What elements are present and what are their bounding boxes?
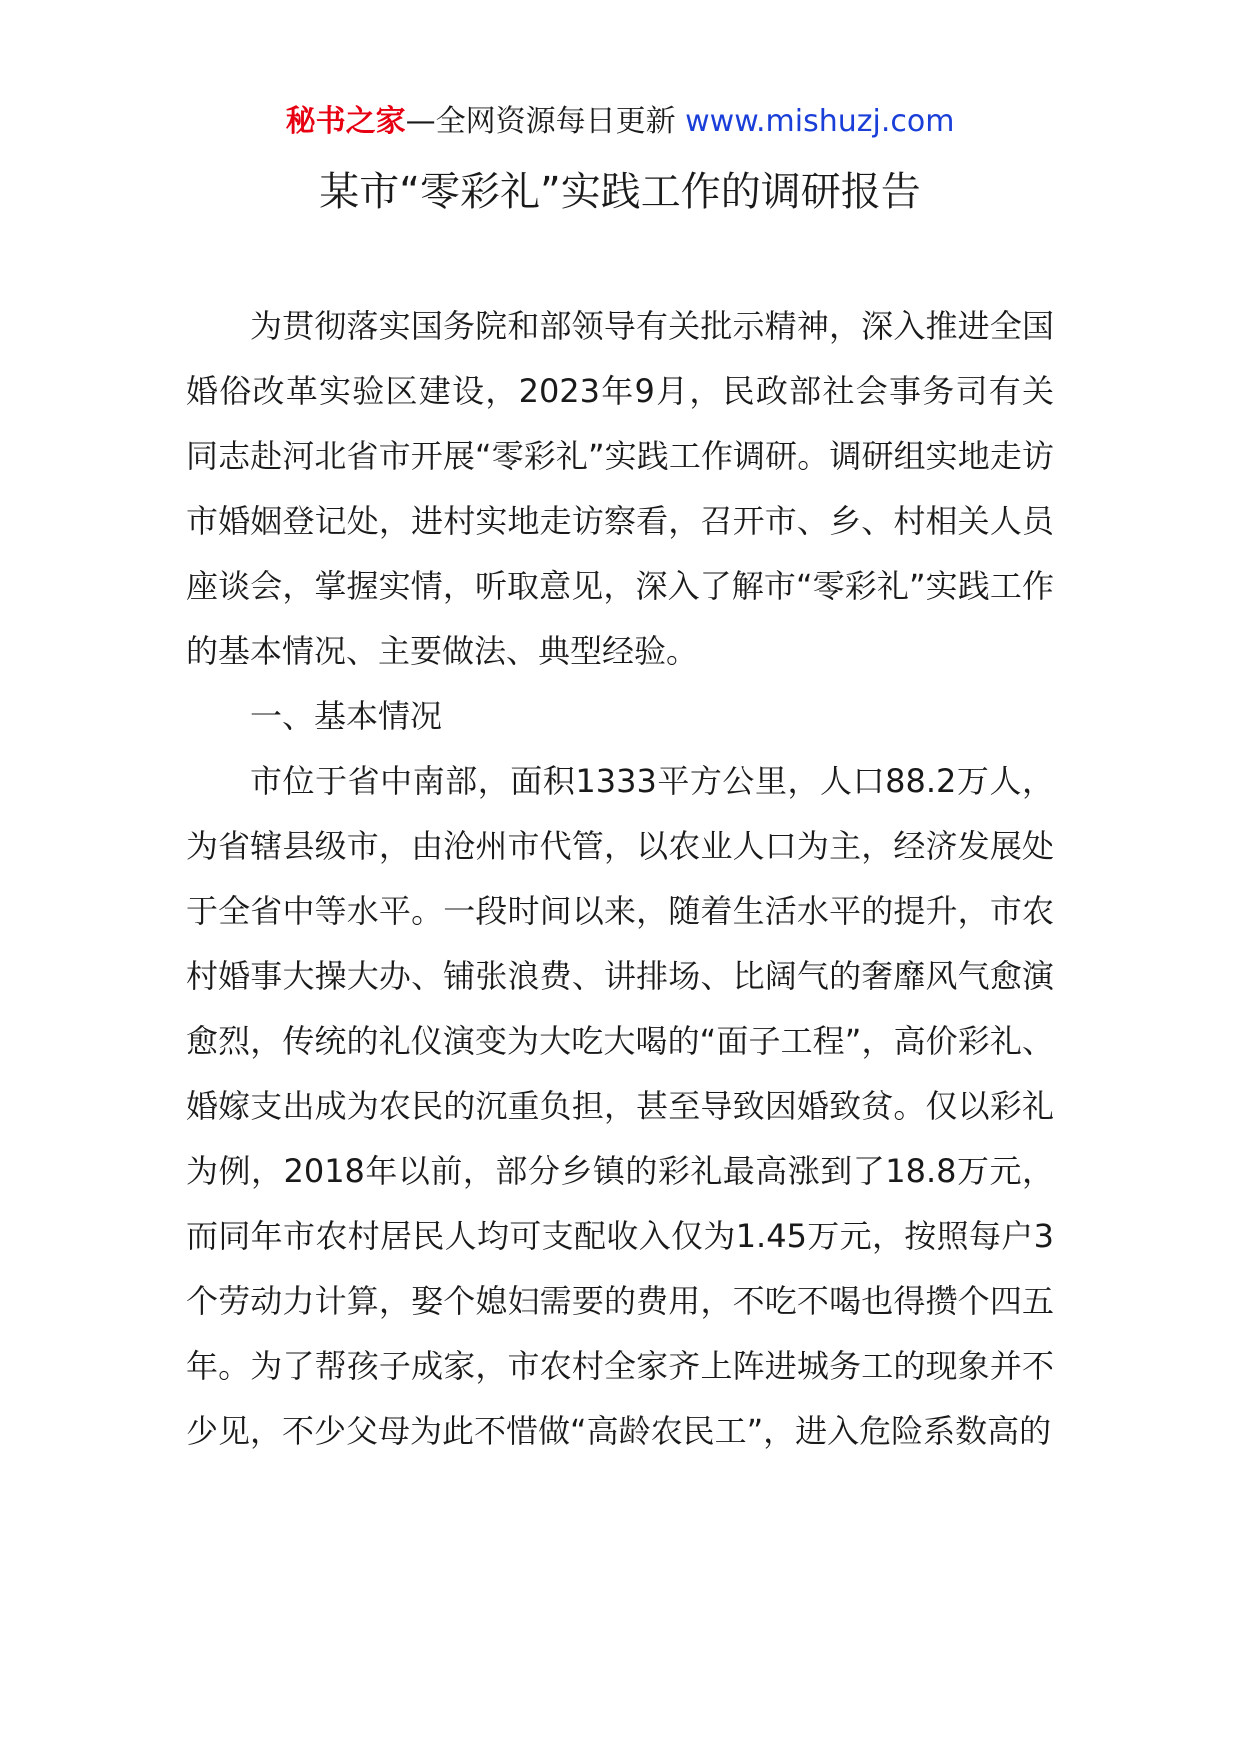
- page-header: [0, 102, 1240, 142]
- document-title: 某市“零彩礼”实践工作的调研报告: [319, 169, 921, 215]
- document-body: [186, 294, 1054, 1464]
- intro-paragraph: 为贯彻落实国务院和部领导有关批示精神，深入推进全国婚俗改革实验区建设，2023年9月，民政部社会事务司有关同志赴河北省市开展“零彩礼”实践工作调研。调研组实地走访市婚姻登记处，进村实地走访察看，召开市、乡、村相关人员座谈会，掌握实情，听取意见，深入了解市“零彩礼”实践工作的基本情况、主要做法、典型经验。: [186, 307, 1054, 670]
- website-link[interactable]: www.mishuzj.com: [685, 104, 955, 139]
- body-paragraph: 市位于省中南部，面积1333平方公里，人口88.2万人，为省辖县级市，由沧州市代管，以农业人口为主，经济发展处于全省中等水平。一段时间以来，随着生活水平的提升，市农村婚事大操大办、铺张浪费、讲排场、比阔气的奢靡风气愈演愈烈，传统的礼仪演变为大吃大喝的“面子工程”，高价彩礼、婚嫁支出成为农民的沉重负担，甚至导致因婚致贫。仅以彩礼为例，2018年以前，部分乡镇的彩礼最高涨到了18.8万元，而同年市农村居民人均可支配收入仅为1.45万元，按照每户3个劳动力计算，娶个媳妇需要的费用，不吃不喝也得攒个四五年。为了帮孩子成家，市农村全家齐上阵进城务工的现象并不少见，不少父母为此不惜做“高龄农民工”，进入危险系数高的: [186, 762, 1054, 1450]
- brand-name: 秘书之家: [285, 104, 406, 139]
- section-heading: 一、基本情况: [250, 697, 443, 735]
- header-slogan: —全网资源每日更新: [405, 104, 686, 139]
